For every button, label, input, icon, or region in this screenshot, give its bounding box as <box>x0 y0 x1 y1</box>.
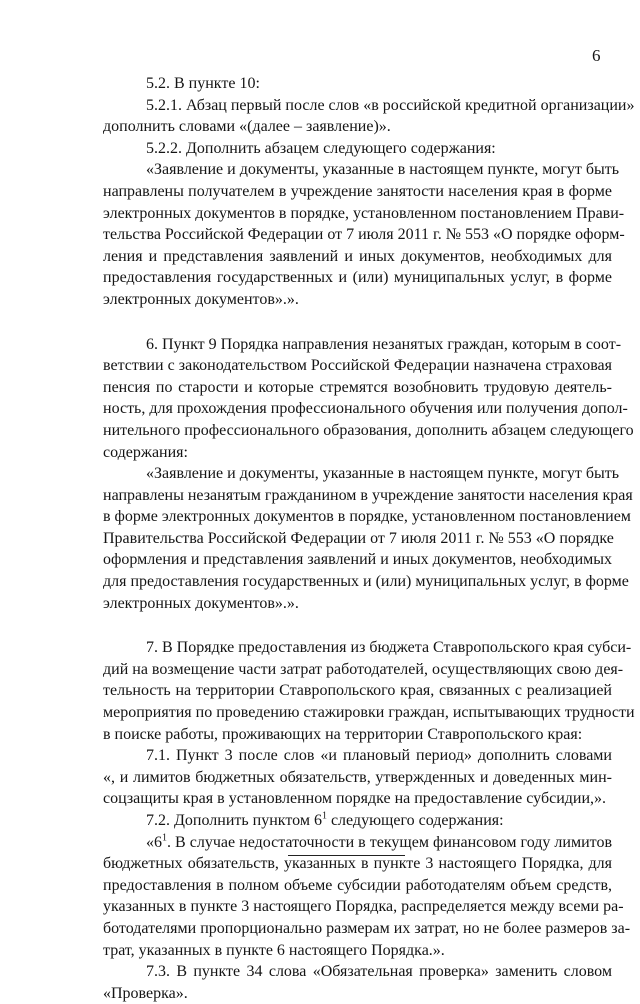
text-line: указанных в пункте 3 настоящего Порядка, распределяется между всеми ра- <box>103 898 624 916</box>
text-line: предоставления государственных и (или) муниципальных услуг, в форме <box>103 269 612 287</box>
text-line: дий на возмещение части затрат работодателей, осуществляющих свою дея- <box>103 660 624 678</box>
text-line: 7.3. В пункте 34 слова «Обязательная проверка» заменить словом <box>146 963 612 981</box>
text-line: 5.2. В пункте 10: <box>146 75 260 92</box>
text-line: ветствии с законодательством Российской Федерации назначена страховая <box>103 357 612 375</box>
paragraph-7-1 <box>103 745 612 810</box>
text-line: электронных документов в порядке, установленном постановлением Прави- <box>103 204 625 222</box>
text-line: тельность на территории Ставропольского края, связанных с реализацией <box>103 682 612 700</box>
quote-paragraph-6 <box>103 463 633 614</box>
text-line: Правительства Российской Федерации от 7 июля 2011 г. № 553 «О порядке <box>103 529 614 547</box>
text-line: направлены получателем в учреждение занятости населения края в форме <box>103 182 612 200</box>
text-line: 6. Пункт 9 Порядка направления незанятых граждан, которым в соот- <box>146 335 622 353</box>
text-line: «Заявление и документы, указанные в настоящем пункте, могут быть <box>146 465 620 483</box>
text-line: ботодателями пропорционально размерам их затрат, но не более размеров за- <box>103 919 631 937</box>
footer-divider <box>288 855 405 856</box>
text-line: «, и лимитов бюджетных обязательств, утвержденных и доведенных мин- <box>103 768 612 786</box>
text-line: мероприятия по проведению стажировки граждан, испытывающих трудности <box>103 704 635 722</box>
text-line: электронных документов».». <box>103 290 299 308</box>
quote-paragraph-5-2-2 <box>103 159 625 310</box>
paragraph-6 <box>103 334 634 464</box>
text-line: ность, для прохождения профессионального обучения или получения допол- <box>103 400 628 418</box>
text-line: 7.1. Пункт 3 после слов «и плановый период» дополнить словами <box>146 747 612 765</box>
paragraph-7 <box>103 637 635 745</box>
text-line: предоставления в полном объеме субсидии работодателям объем средств, <box>103 876 612 894</box>
document-body <box>103 73 635 1004</box>
text-line: ления и представления заявлений и иных документов, необходимых для <box>103 247 612 265</box>
page-number: 6 <box>592 46 601 65</box>
text-fragment: «6 <box>146 833 162 851</box>
superscript: 1 <box>162 832 167 844</box>
text-line: дополнить словами «(далее – заявление)». <box>103 118 391 136</box>
text-line: направлены незанятым гражданином в учреждение занятости населения края <box>103 486 633 504</box>
text-line: содержания: <box>103 443 188 461</box>
text-line: трат, указанных в пункте 6 настоящего Порядка.». <box>103 941 445 959</box>
text-line: тельства Российской Федерации от 7 июля 2011 г. № 553 «О порядке оформ- <box>103 226 625 244</box>
text-line <box>103 832 612 854</box>
text-line: соцзащиты края в установленном порядке на предоставление субсидии,». <box>103 790 607 808</box>
text-line: пенсия по старости и которые стремятся возобновить трудовую деятель- <box>103 378 612 396</box>
text-line: электронных документов».». <box>103 594 299 612</box>
text-line: 5.2.2. Дополнить абзацем следующего содержания: <box>146 139 496 157</box>
text-line: 7. В Порядке предоставления из бюджета Ставропольского края субси- <box>146 639 632 657</box>
text-line: нительного профессионального образования, дополнить абзацем следующего <box>103 421 634 439</box>
text-line: 5.2.1. Абзац первый после слов «в российской кредитной организации» <box>146 96 635 114</box>
text-fragment: следующего содержания: <box>326 812 504 829</box>
text-line <box>103 810 612 832</box>
text-fragment: . В случае недостаточности в текущем финансовом году лимитов <box>167 833 612 851</box>
text-line: оформления и представления заявлений и иных документов, необходимых <box>103 551 612 569</box>
superscript: 1 <box>321 810 327 822</box>
text-line: в форме электронных документов в порядке, установленном постановлением <box>103 508 631 526</box>
text-line: для предоставления государственных и (или) муниципальных услуг, в форме <box>103 573 629 591</box>
paragraph-7-3 <box>103 961 612 1004</box>
paragraph-5-2 <box>103 73 612 95</box>
text-line: «Заявление и документы, указанные в настоящем пункте, могут быть <box>146 161 620 179</box>
text-fragment: 7.2. Дополнить пунктом 6 <box>146 812 322 829</box>
quote-paragraph-6-1 <box>103 832 631 962</box>
text-line: бюджетных обязательств, указанных в пункте 3 настоящего Порядка, для <box>103 855 612 873</box>
text-line: в поиске работы, проживающих на территории Ставропольского края: <box>103 725 583 743</box>
text-line: «Проверка». <box>103 984 188 1002</box>
paragraph-7-2 <box>103 810 612 832</box>
paragraph-5-2-2 <box>103 138 612 160</box>
paragraph-5-2-1 <box>103 95 635 138</box>
